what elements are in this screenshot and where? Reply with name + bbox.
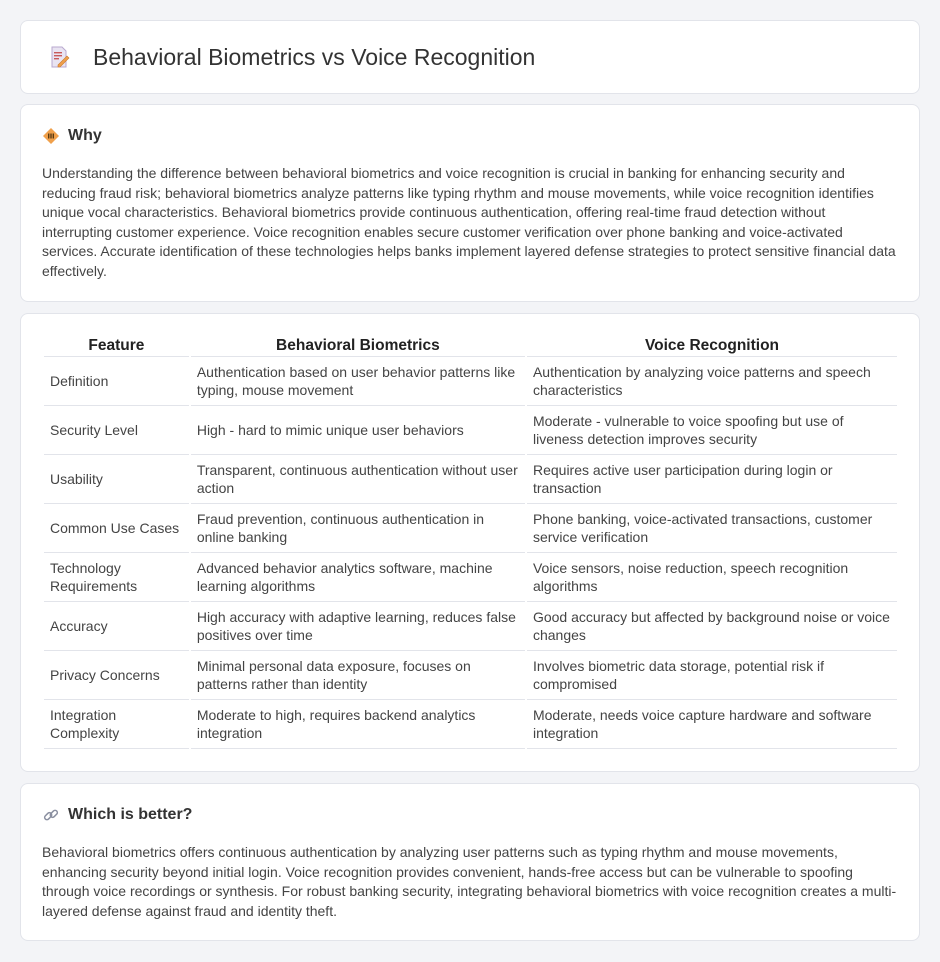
behavioral-cell: Fraud prevention, continuous authentication in online banking	[191, 504, 525, 553]
header-voice-recognition: Voice Recognition	[527, 333, 897, 357]
behavioral-cell: High accuracy with adaptive learning, reduces false positives over time	[191, 602, 525, 651]
table-header-row	[44, 333, 897, 357]
feature-cell: Usability	[44, 455, 189, 504]
voice-cell: Good accuracy but affected by background noise or voice changes	[527, 602, 897, 651]
comparison-table	[42, 333, 899, 749]
header-feature: Feature	[44, 333, 189, 357]
voice-cell: Requires active user participation during login or transaction	[527, 455, 897, 504]
header-behavioral-biometrics: Behavioral Biometrics	[191, 333, 525, 357]
table-row	[44, 455, 897, 504]
feature-cell: Privacy Concerns	[44, 651, 189, 700]
page-title: Behavioral Biometrics vs Voice Recognition	[93, 43, 536, 70]
table-row	[44, 651, 897, 700]
why-text: Understanding the difference between behavioral biometrics and voice recognition is crucial in banking for enhancing security and reducing fraud risk; behavioral biometrics analyze patterns like typing rhythm and mouse movements, while voice recognition identifies unique vocal characteristics. Behavioral biometrics provide continuous authentication, offering real-time fraud detection without interrupting customer experience. Voice recognition enables secure customer verification over phone banking and voice-activated services. Accurate identification of these technologies helps banks implement layered defense strategies to protect sensitive financial data effectively.	[42, 165, 896, 279]
feature-cell: Security Level	[44, 406, 189, 455]
behavioral-cell: Minimal personal data exposure, focuses on patterns rather than identity	[191, 651, 525, 700]
voice-cell: Moderate - vulnerable to voice spoofing but use of liveness detection improves security	[527, 406, 897, 455]
table-row	[44, 602, 897, 651]
warning-diamond-icon	[42, 127, 60, 145]
table-row	[44, 553, 897, 602]
better-text: Behavioral biometrics offers continuous authentication by analyzing user patterns such as typing rhythm and mouse movements, enhancing security beyond initial login. Voice recognition provides convenient, hands-free access but can be vulnerable to spoofing through voice recordings or synthesis. For robust banking security, integrating behavioral biometrics with voice recognition creates a multi-layered defense against fraud and identity theft.	[42, 844, 897, 919]
behavioral-cell: High - hard to mimic unique user behaviors	[191, 406, 525, 455]
header-card	[20, 20, 920, 94]
voice-cell: Involves biometric data storage, potential risk if compromised	[527, 651, 897, 700]
table-row	[44, 357, 897, 406]
why-title: Why	[68, 127, 102, 144]
voice-cell: Authentication by analyzing voice patterns and speech characteristics	[527, 357, 897, 406]
feature-cell: Technology Requirements	[44, 553, 189, 602]
better-title: Which is better?	[68, 806, 193, 823]
feature-cell: Common Use Cases	[44, 504, 189, 553]
link-icon	[42, 806, 60, 824]
feature-cell: Accuracy	[44, 602, 189, 651]
voice-cell: Moderate, needs voice capture hardware and software integration	[527, 700, 897, 749]
table-row	[44, 406, 897, 455]
behavioral-cell: Advanced behavior analytics software, machine learning algorithms	[191, 553, 525, 602]
which-is-better-section	[20, 783, 920, 941]
behavioral-cell: Moderate to high, requires backend analytics integration	[191, 700, 525, 749]
table-row	[44, 504, 897, 553]
feature-cell: Integration Complexity	[44, 700, 189, 749]
table-row	[44, 700, 897, 749]
document-pencil-icon	[47, 45, 71, 69]
feature-cell: Definition	[44, 357, 189, 406]
voice-cell: Phone banking, voice-activated transactions, customer service verification	[527, 504, 897, 553]
better-heading	[42, 806, 898, 824]
behavioral-cell: Authentication based on user behavior patterns like typing, mouse movement	[191, 357, 525, 406]
behavioral-cell: Transparent, continuous authentication without user action	[191, 455, 525, 504]
comparison-section	[20, 313, 920, 772]
voice-cell: Voice sensors, noise reduction, speech recognition algorithms	[527, 553, 897, 602]
why-section	[20, 104, 920, 302]
why-heading	[42, 127, 898, 145]
